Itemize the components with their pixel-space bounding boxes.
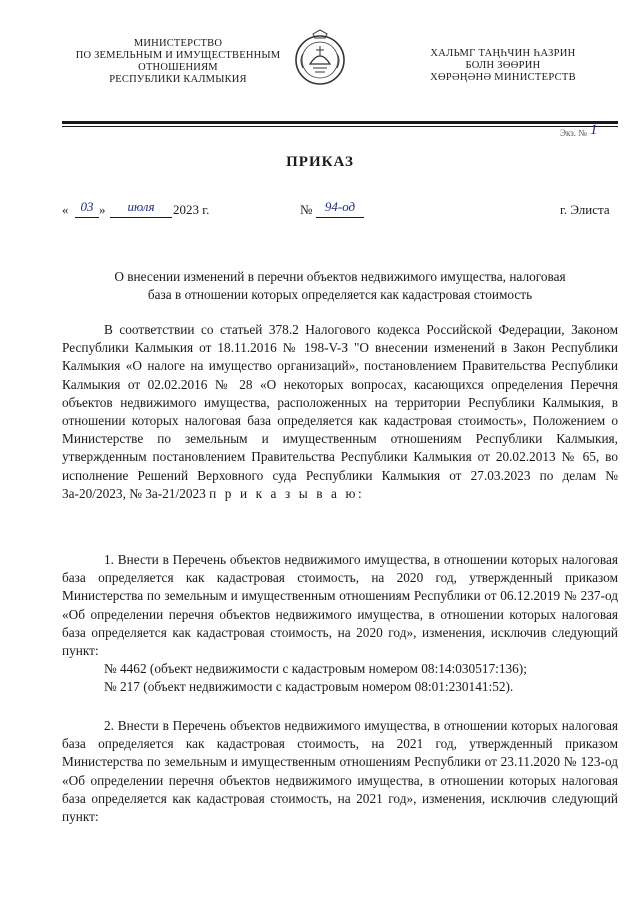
document-title: ПРИКАЗ: [286, 154, 354, 170]
item-1-block: [62, 551, 618, 697]
coat-of-arms-emblem-icon: [291, 28, 349, 88]
header-right-line: ХӨРӘҢӘНӘ МИНИСТЕРСТВ: [430, 72, 576, 83]
preamble-text: В соответствии со статьей 378.2 Налогового кодекса Российской Федерации, Законом Республики Калмыкия от 18.11.2016 № 198-V-З "О внесении изменений в Закон Республики Калмыкия «О налоге на имущество организаций», постановлением Правительства Республики Калмыкия от 02.02.2016 № 28 «О некоторых вопросах, касающихся определения Перечня объектов недвижимого имущества, расположенных на территории Республики Калмыкия, в отношении которых налоговая база определяется как кадастровая стоимость», Положением о Министерстве по земельным и имущественным отношениям Республики Калмыкия, утвержденным постановлением Правительства Республики Калмыкия от 20.02.2013 № 65, во исполнение Решений Верховного суда Республики Калмыкия от 27.03.2023 по делам № 3а-20/2023, № 3а-21/2023: [62, 322, 618, 501]
date-close-quote: »: [99, 202, 106, 217]
date-year: 2023 г.: [173, 202, 210, 217]
preamble-block: [62, 321, 618, 503]
item-1-point: № 4462 (объект недвижимости с кадастровым номером 08:14:030517:136);: [104, 661, 527, 677]
ministry-name-russian: [58, 38, 298, 86]
date-day-handwritten: 03: [80, 199, 94, 214]
copy-mark-label: Экз. №: [560, 128, 587, 138]
header-divider-thin: [62, 126, 618, 127]
item-1-paragraph: 1. Внести в Перечень объектов недвижимого имущества, в отношении которых налоговая база определяется как кадастровая стоимость, на 2020 год, утвержденный приказом Министерства по земельным и имущественным отношениям Республики от 06.12.2019 № 237-од «Об определении перечня объектов недвижимого имущества, в отношении которых налоговая база определяется как кадастровая стоимость, на 2020 год», изменения, исключив следующий пункт:: [62, 552, 618, 659]
order-word: п р и к а з ы в а ю:: [209, 485, 365, 501]
order-number-label: №: [300, 202, 313, 217]
date-day-underline: [75, 217, 99, 218]
date-open-quote: «: [62, 202, 69, 217]
header-divider-thick: [62, 121, 618, 124]
header-left-line: МИНИСТЕРСТВО: [133, 38, 223, 49]
header-left-line: РЕСПУБЛИКИ КАЛМЫКИЯ: [109, 74, 247, 85]
document-subject: [62, 268, 618, 304]
city-name: г. Элиста: [560, 202, 610, 217]
item-2-block: [62, 717, 618, 826]
header-right-line: ХАЛЬМГ ТАҢҺЧИН ҺАЗРИН: [430, 48, 576, 59]
order-number-underline: [316, 217, 364, 218]
copy-number-handwritten: 1: [590, 122, 598, 138]
preamble-paragraph: [62, 321, 618, 503]
header-right-line: БОЛН ЗӨӨРИН: [465, 60, 541, 71]
subject-line: база в отношении которых определяется как кадастровая стоимость: [147, 287, 533, 302]
item-2-paragraph: 2. Внести в Перечень объектов недвижимого имущества, в отношении которых налоговая база определяется как кадастровая стоимость, на 2021 год, утвержденный приказом Министерства по земельным и имущественным отношениям Республики от 23.11.2020 № 123-од «Об определении перечня объектов недвижимого имущества, в отношении которых налоговая база определяется как кадастровая стоимость, на 2021 год», изменения, исключив следующий пункт:: [62, 718, 618, 825]
header-left-line: ПО ЗЕМЕЛЬНЫМ И ИМУЩЕСТВЕННЫМ: [75, 50, 281, 61]
date-month-underline: [110, 217, 172, 218]
order-number-handwritten: 94-од: [324, 199, 356, 214]
ministry-name-kalmyk: [392, 48, 614, 84]
item-1-point: № 217 (объект недвижимости с кадастровым номером 08:01:230141:52).: [104, 679, 514, 695]
subject-line: О внесении изменений в перечни объектов недвижимого имущества, налоговая: [114, 269, 566, 284]
date-month-handwritten: июля: [127, 199, 155, 214]
header-left-line: ОТНОШЕНИЯМ: [138, 62, 218, 73]
